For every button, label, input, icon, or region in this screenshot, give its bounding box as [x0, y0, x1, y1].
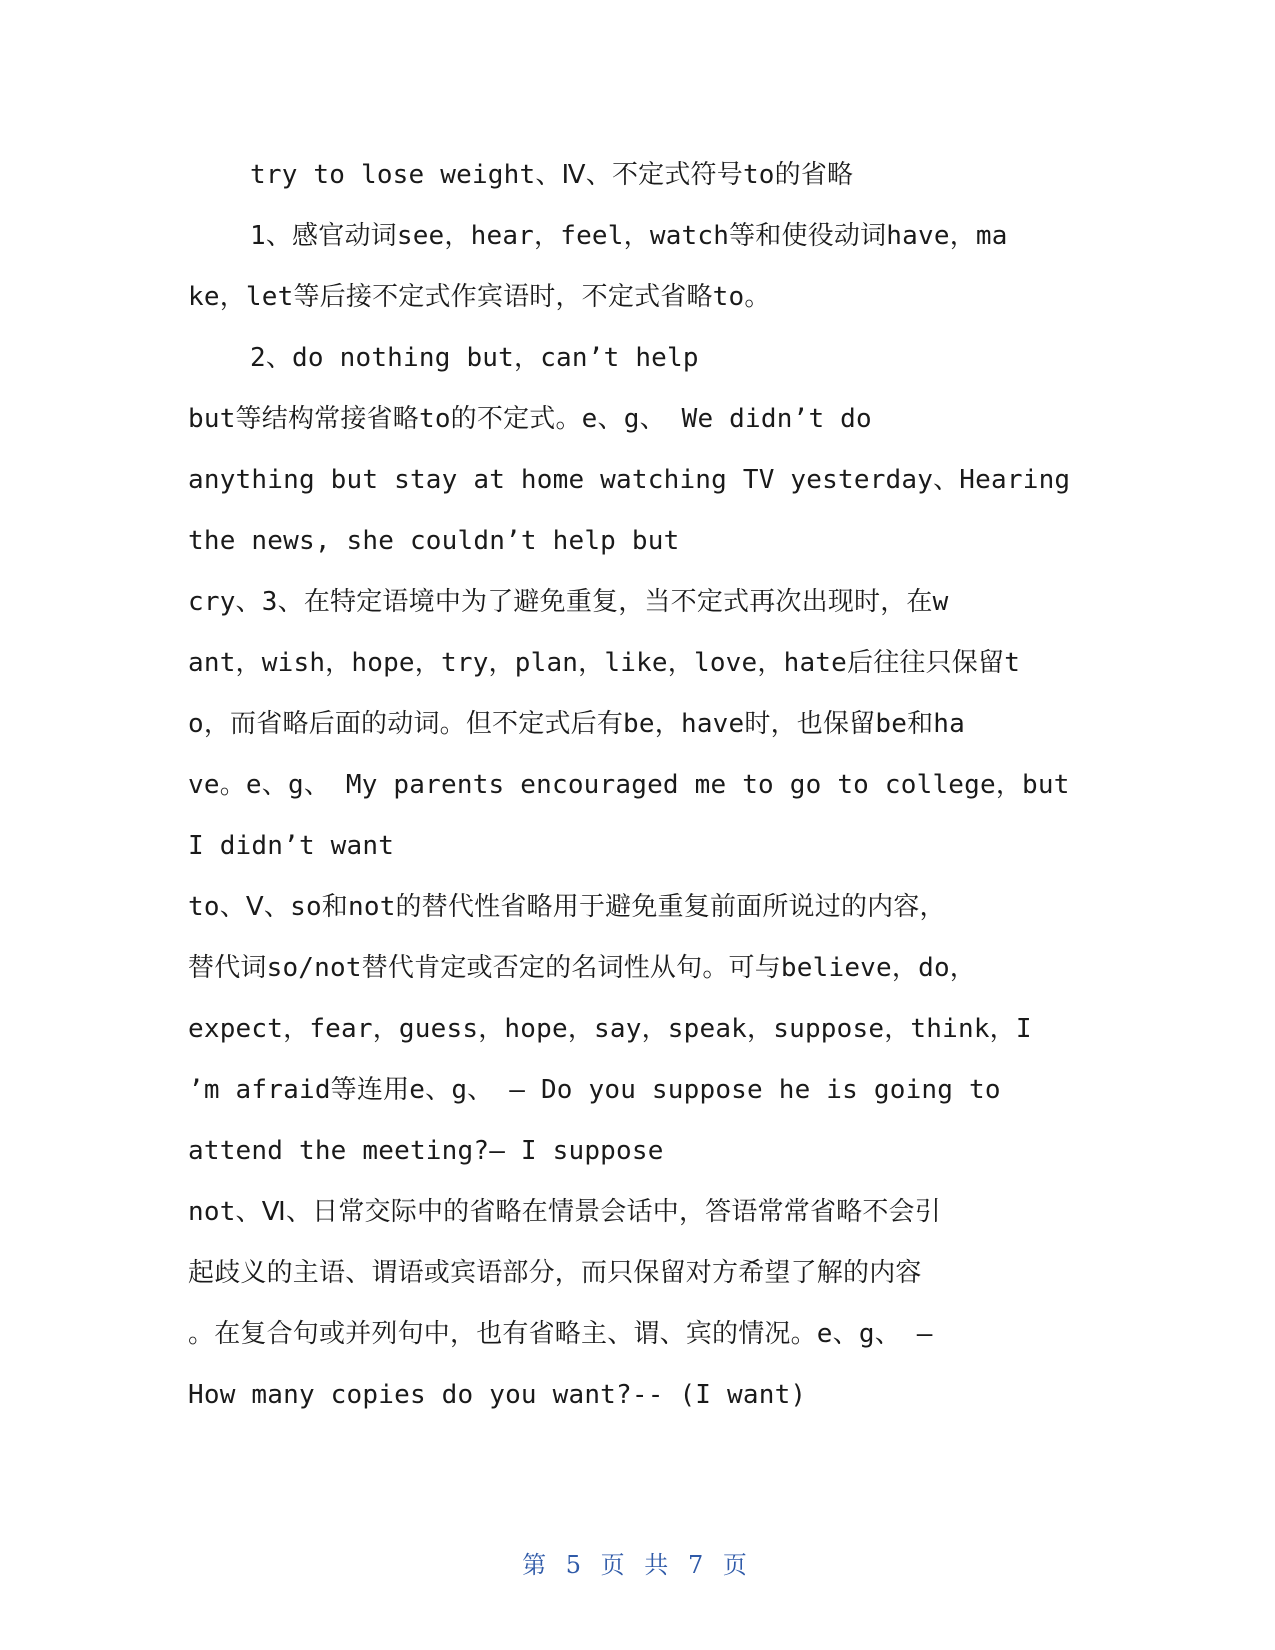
text-line: the news, she couldn’t help but: [188, 526, 680, 556]
text-line: not、Ⅵ、日常交际中的省略在情景会话中，答语常常省略不会引: [188, 1197, 941, 1227]
text-line: How many copies do you want?-- (I want): [188, 1380, 807, 1410]
document-body: [188, 145, 1088, 1426]
text-line: attend the meeting?– I suppose: [188, 1136, 664, 1166]
text-line: cry、3、在特定语境中为了避免重复，当不定式再次出现时，在w: [188, 587, 949, 617]
text-line: but等结构常接省略to的不定式。e、g、 We didn’t do: [188, 404, 872, 434]
text-line: ant，wish，hope，try，plan，like，love，hate后往往只保留t: [188, 648, 1021, 678]
text-line: 起歧义的主语、谓语或宾语部分，而只保留对方希望了解的内容: [188, 1258, 922, 1288]
text-line: 2、do nothing but，can’t help: [250, 343, 699, 373]
text-line: anything but stay at home watching TV yesterday、Hearing: [188, 465, 1071, 495]
text-line: to、Ⅴ、so和not的替代性省略用于避免重复前面所说过的内容，: [188, 892, 946, 922]
text-line: 。在复合句或并列句中，也有省略主、谓、宾的情况。e、g、 –: [188, 1319, 933, 1349]
text-line: try to lose weight、Ⅳ、不定式符号to的省略: [250, 160, 854, 190]
text-line: expect，fear，guess，hope，say，speak，suppose，think，I: [188, 1014, 1032, 1044]
text-line: 1、感官动词see，hear，feel，watch等和使役动词have，ma: [250, 221, 1008, 251]
text-line: I didn’t want: [188, 831, 395, 861]
text-line: o，而省略后面的动词。但不定式后有be，have时，也保留be和ha: [188, 709, 965, 739]
page-number-footer: 第 5 页 共 7 页: [522, 1551, 753, 1579]
text-line: ’m afraid等连用e、g、 – Do you suppose he is going to: [188, 1075, 1001, 1105]
text-line: ke，let等后接不定式作宾语时，不定式省略to。: [188, 282, 771, 312]
text-line: 替代词so/not替代肯定或否定的名词性从句。可与believe，do，: [188, 953, 977, 983]
text-line: ve。e、g、 My parents encouraged me to go to college，but: [188, 770, 1070, 800]
